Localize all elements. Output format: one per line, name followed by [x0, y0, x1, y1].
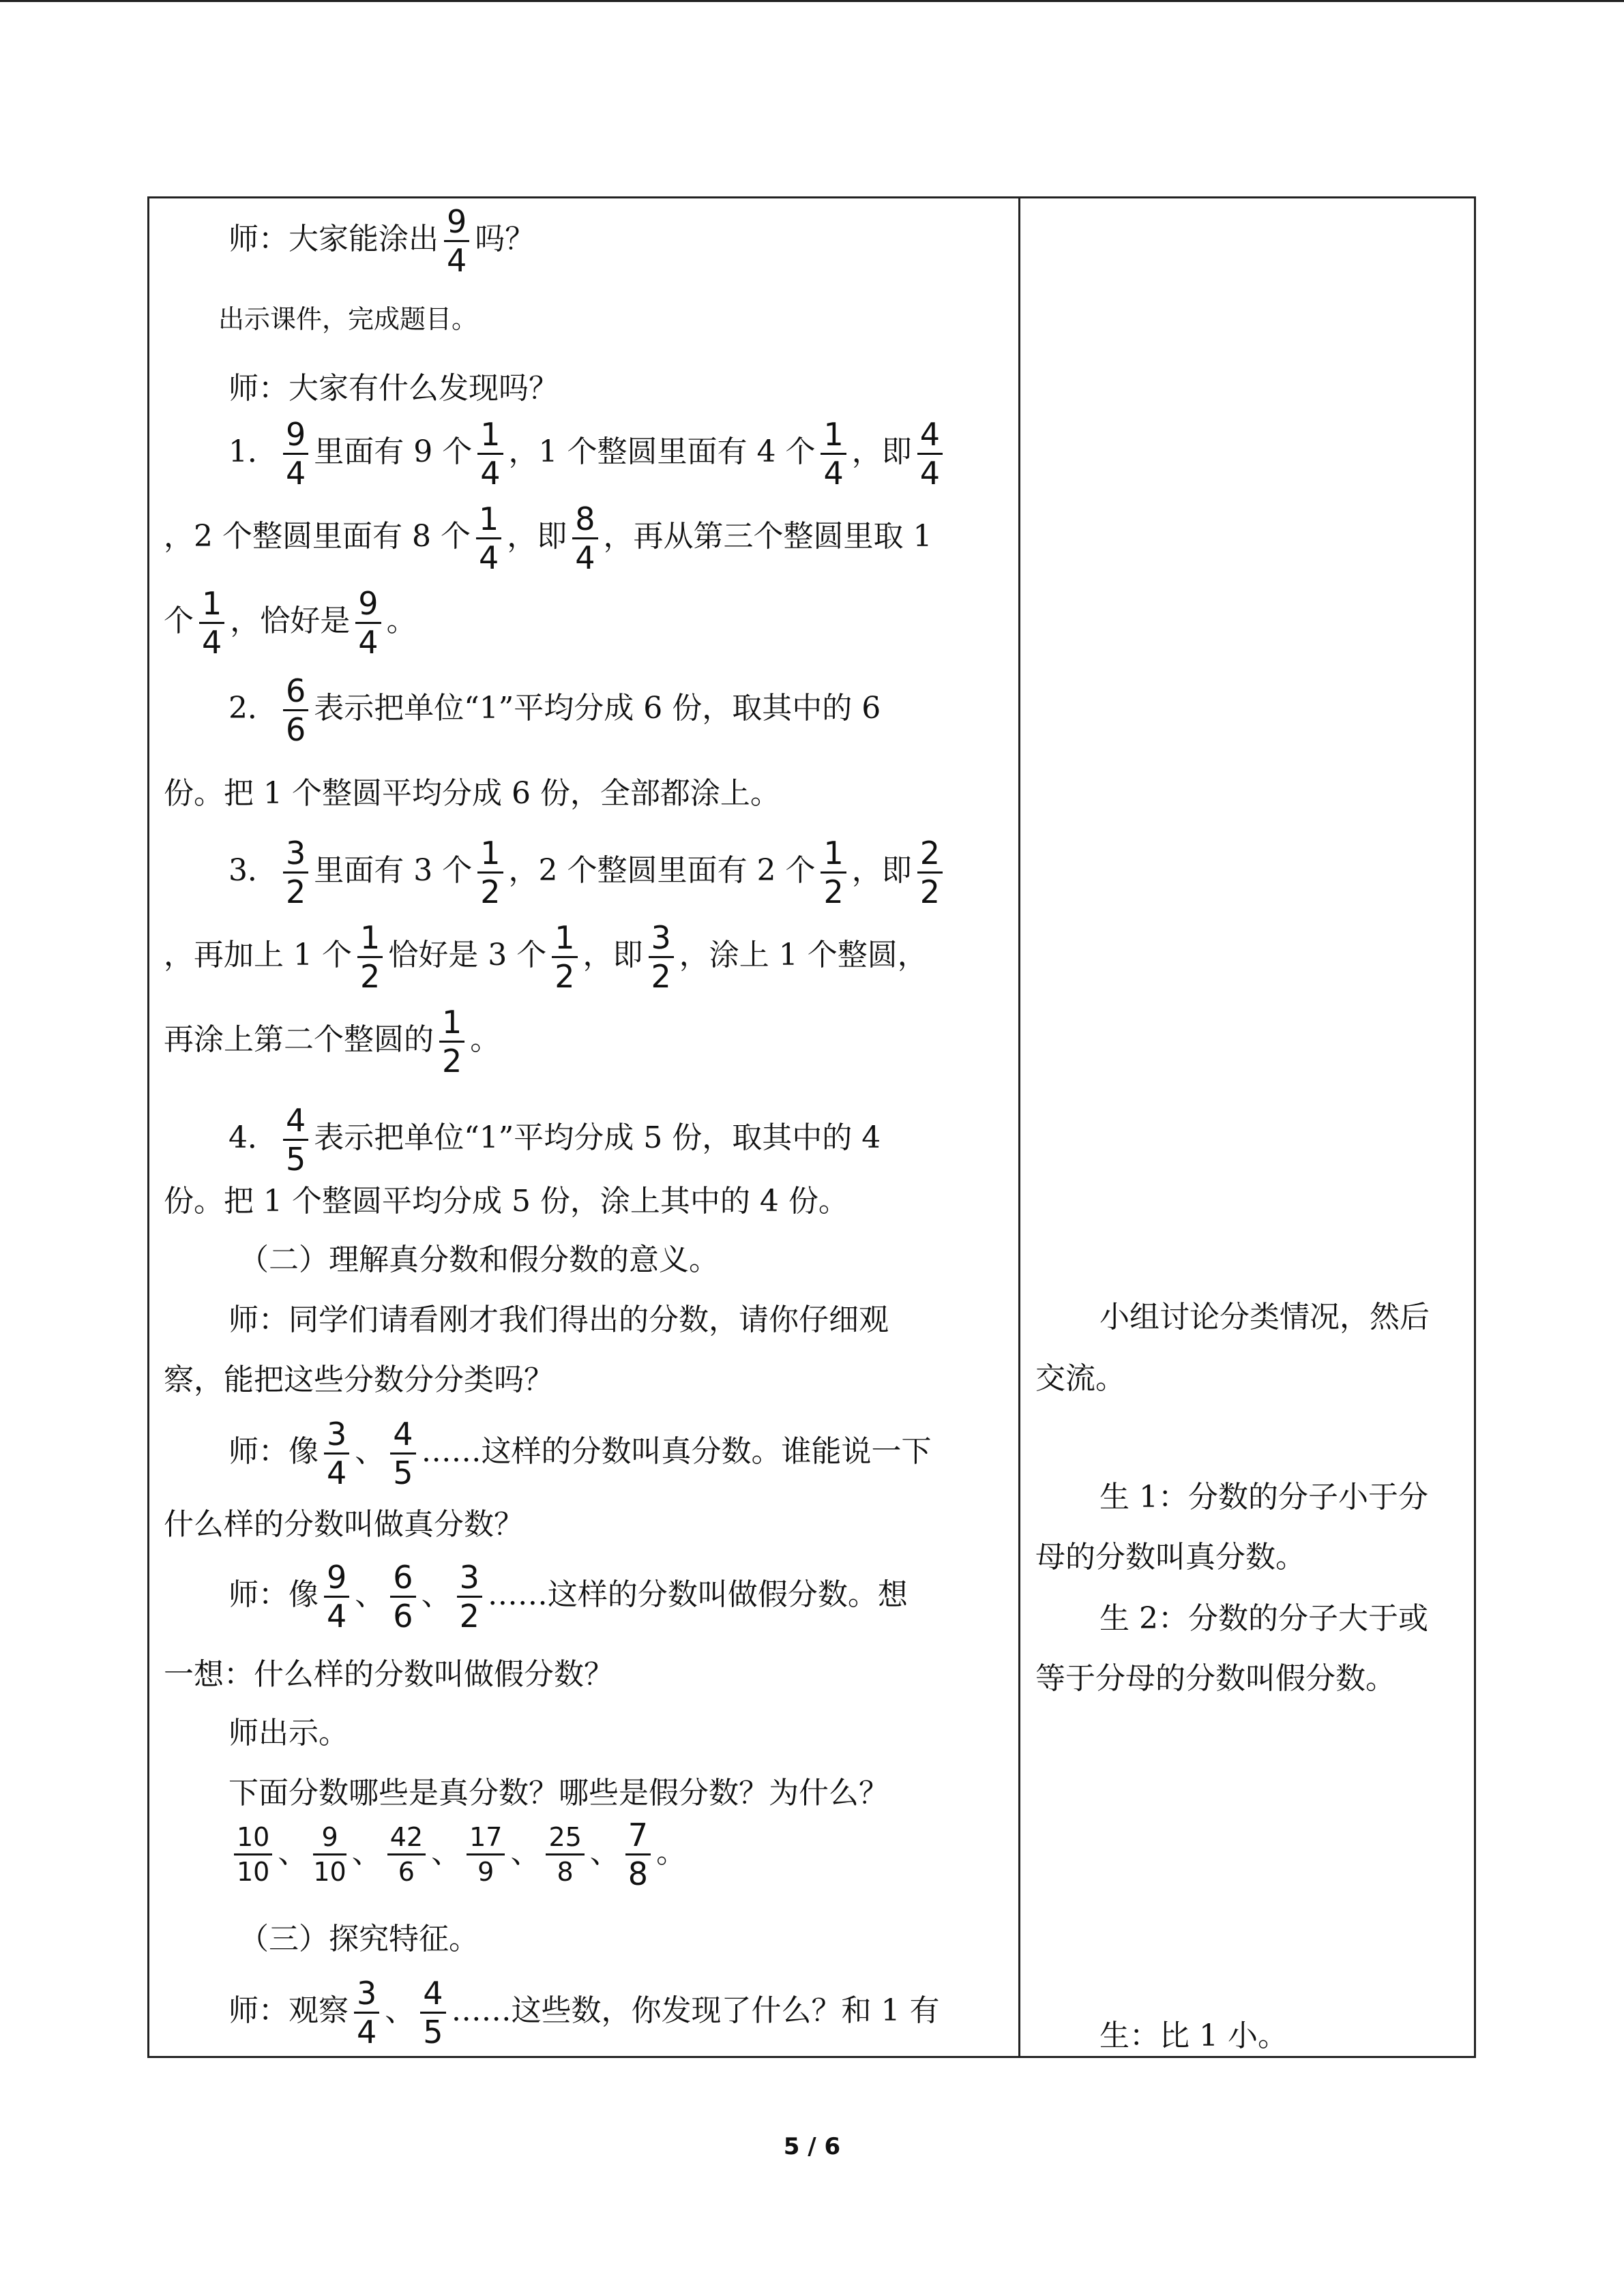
point-1-line-3: 个 $\frac{1}{4}$ ，恰好是 $\frac{9}{4}$ 。: [164, 585, 417, 661]
question-2-line-2: 什么样的分数叫做真分数？: [164, 1507, 524, 1542]
text: 吗？: [475, 222, 535, 256]
question-1-line-2: 察，能把这些分数分分类吗？: [164, 1362, 554, 1397]
line-teacher-paint: [228, 203, 535, 279]
question-3-line-2: 一想：什么样的分数叫做假分数？: [164, 1657, 614, 1692]
fraction-list: $\frac{10}{10}$ 、 $\frac{9}{10}$ 、 $\frac{42}{6}$ 、 $\frac{17}{9}$ 、 $\frac{25}{8}$ 、 $\frac{7}{8}$ 。: [228, 1819, 686, 1890]
fraction: $\frac{10}{10}$: [234, 1823, 272, 1885]
point-2-line-2: 份。把 1 个整圆平均分成 6 份，全部都涂上。: [164, 776, 780, 811]
point-4-line-2: 份。把 1 个整圆平均分成 5 份，涂上其中的 4 份。: [164, 1184, 848, 1219]
point-3-line-3: 再涂上第二个整圆的 $\frac{1}{2}$ 。: [164, 1004, 501, 1079]
student-2-line-1: 生 2：分数的分子大于或: [1099, 1601, 1428, 1636]
text: 师：大家能涂出: [228, 222, 439, 256]
point-1-line-2: ，2 个整圆里面有 8 个 $\frac{1}{4}$ ，即 $\frac{8}{4}$ ，再从第三个整圆里取 1: [164, 501, 932, 576]
question-3-line-1: 师：像 $\frac{9}{4}$ 、 $\frac{6}{6}$ 、 $\frac{3}{2}$ ……这样的分数叫做假分数。想: [228, 1559, 908, 1635]
observe-line: 师：观察 $\frac{3}{4}$ 、 $\frac{4}{5}$ ……这些数，你发现了什么？和 1 有: [228, 1975, 940, 2051]
section-2-heading: （二）理解真分数和假分数的意义。: [239, 1242, 719, 1277]
point-4-line-1: 4． $\frac{4}{5}$ 表示把单位“1”平均分成 5 份，取其中的 4: [228, 1102, 881, 1178]
student-answer: 生：比 1 小。: [1099, 2018, 1288, 2053]
page-number: 5 / 6: [783, 2133, 841, 2160]
student-1-line-2: 母的分数叫真分数。: [1035, 1540, 1305, 1575]
student-1-line-1: 生 1：分数的分子小于分: [1099, 1480, 1428, 1515]
student-2-line-2: 等于分母的分数叫假分数。: [1035, 1661, 1396, 1696]
exercise-question: 下面分数哪些是真分数？哪些是假分数？为什么？: [228, 1776, 889, 1810]
fraction: $\frac{42}{6}$: [387, 1823, 426, 1885]
point-2-line-1: 2． $\frac{6}{6}$ 表示把单位“1”平均分成 6 份，取其中的 6: [228, 672, 881, 748]
fraction: $\frac{9}{10}$: [313, 1822, 346, 1887]
point-3-line-2: ，再加上 1 个 $\frac{1}{2}$ 恰好是 3 个 $\frac{1}{2}$ ，即 $\frac{3}{2}$ ，涂上 1 个整圆，: [164, 919, 928, 995]
line-teacher-discover: 师：大家有什么发现吗？: [228, 371, 559, 406]
fraction: $\frac{17}{9}$: [467, 1823, 505, 1885]
point-3-line-1: 3． $\frac{3}{2}$ 里面有 3 个 $\frac{1}{2}$ ，2 个整圆里面有 2 个 $\frac{1}{2}$ ，即 $\frac{2}{2}$: [228, 837, 948, 908]
question-1-line-1: 师：同学们请看刚才我们得出的分数，请你仔细观: [228, 1302, 889, 1337]
fraction: $\frac{9}{4}$: [444, 206, 469, 276]
teacher-shows: 师出示。: [228, 1716, 349, 1750]
column-divider: [1018, 196, 1020, 2058]
student-activity-line-2: 交流。: [1035, 1361, 1125, 1396]
fraction: $\frac{25}{8}$: [546, 1823, 584, 1885]
line-show-courseware: 出示课件，完成题目。: [218, 304, 478, 334]
section-3-heading: （三）探究特征。: [239, 1922, 479, 1956]
student-activity-line-1: 小组讨论分类情况，然后: [1099, 1300, 1430, 1335]
point-1-line-1: 1． $\frac{9}{4}$ 里面有 9 个 $\frac{1}{4}$ ，1 个整圆里面有 4 个 $\frac{1}{4}$ ，即 $\frac{4}{4}$: [228, 419, 948, 489]
fraction: $\frac{7}{8}$: [625, 1819, 651, 1890]
question-2-line-1: 师：像 $\frac{3}{4}$ 、 $\frac{4}{5}$ ……这样的分数叫真分数。谁能说一下: [228, 1416, 932, 1491]
top-border: [0, 0, 1624, 2]
